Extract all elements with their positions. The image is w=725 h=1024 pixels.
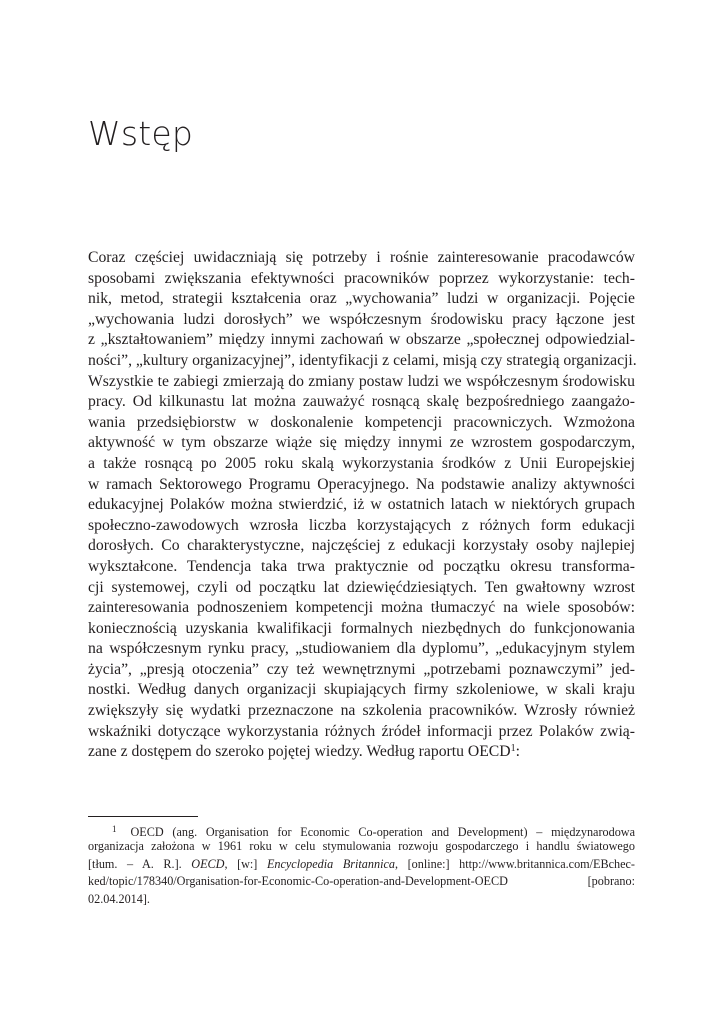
footnote-text: OECD (ang. Organisation for Economic Co-operation and Development) – międzynarodowa: [130, 825, 635, 839]
footnote-text: [tłum. – A. R.].: [88, 856, 192, 871]
text-line: nostki. Według danych organizacji skupiających firmy szkoleniowe, w skali kraju: [88, 681, 635, 699]
text-line: ności”, „kultury organizacyjnej”, identyfikacji z celami, misją czy strategią organizacji.: [88, 351, 637, 369]
text-line: w ramach Sektorowego Programu Operacyjnego. Na podstawie analizy aktywności: [88, 475, 635, 493]
footnote-line: [88, 821, 635, 838]
body-paragraph: [88, 248, 635, 763]
text-line: Coraz częściej uwidaczniają się potrzeby i rośnie zainteresowanie pracodawców: [88, 249, 635, 266]
text-line-suffix: :: [515, 743, 520, 761]
text-line: sposobami zwiększania efektywności pracowników poprzez wykorzystanie: tech-: [88, 269, 635, 287]
footnote: [88, 821, 635, 908]
text-line: na współczesnym rynku pracy, „studiowaniem dla dyplomu”, „edukacyjnym stylem: [88, 640, 635, 658]
text-line: cji systemowej, czyli od początku lat dziewięćdziesiątych. Ten gwałtowny wzrost: [88, 578, 635, 596]
text-line: nik, metod, strategii kształcenia oraz „wychowania” ludzi w organizacji. Pojęcie: [88, 290, 635, 308]
text-line: społeczno-zawodowych wzrosła liczba korzystających z różnych form edukacji: [88, 516, 635, 534]
footnote-number: 1: [112, 824, 117, 834]
footnote-divider: [88, 816, 198, 817]
footnote-line: ked/topic/178340/Organisation-for-Economic-Co-operation-and-Development-OECD [pobrano:: [88, 874, 635, 889]
chapter-heading: Wstęp: [88, 114, 194, 153]
footnote-line: organizacja założona w 1961 roku w celu stymulowania rozwoju gospodarczego i handlu światowego: [88, 839, 635, 854]
text-line: życia”, „presją otoczenia” czy też wewnętrznymi „potrzebami poznawczymi” jed-: [88, 660, 635, 678]
text-line: zainteresowania podnoszeniem kompetencji można tłumaczyć na wiele sposobów:: [88, 599, 635, 617]
text-line: dorosłych. Co charakterystyczne, najczęściej z edukacji korzystały osoby najlepiej: [88, 537, 635, 555]
footnote-line: 02.04.2014].: [88, 891, 150, 906]
text-line: Wszystkie te zabiegi zmierzają do zmiany postaw ludzi we współczesnym środowisku: [88, 372, 635, 390]
text-line: edukacyjnej Polaków można stwierdzić, iż w ostatnich latach w niektórych grupach: [88, 496, 635, 514]
text-line: koniecznością uzyskania kwalifikacji formalnych niezbędnych do funkcjonowania: [88, 619, 635, 637]
footnote-reference[interactable]: 1: [510, 743, 516, 755]
text-line: wskaźniki dotyczące wykorzystania różnych źródeł informacji przez Polaków zwią-: [88, 722, 635, 740]
text-line: a także rosnącą po 2005 roku skalą wykorzystania środków z Unii Europejskiej: [88, 454, 635, 472]
footnote-link-text: , [online:] http://www.britannica.com/EBchec-: [394, 856, 635, 871]
text-line: zwiększyły się wydatki przeznaczone na szkolenia pracowników. Wzrosły również: [88, 702, 635, 720]
text-line: wania przedsiębiorstw w doskonalenie kompetencji pracowniczych. Wzmożona: [88, 413, 635, 431]
text-line: wykształcone. Tendencja taka trwa praktycznie od początku okresu transforma-: [88, 557, 635, 575]
text-line-last: [88, 742, 635, 763]
text-line: aktywność w tym obszarze wiąże się między innymi ze wzrostem gospodarczym,: [88, 434, 635, 452]
text-line: „wychowania ludzi dorosłych” we współczesnym środowisku pracy łączone jest: [88, 310, 635, 328]
text-line: z „kształtowaniem” między innymi zachowań w obszarze „społecznej odpowiedzial-: [88, 331, 635, 349]
text-line-content: zane z dostępem do szeroko pojętej wiedzy. Według raportu OECD: [88, 743, 511, 761]
text-line: pracy. Od kilkunastu lat można zauważyć rosnącą skalę bezpośredniego zaangażo-: [88, 393, 635, 411]
footnote-italic-title: OECD: [191, 856, 225, 871]
footnote-text: , [w:]: [224, 856, 267, 871]
footnote-line: [88, 856, 635, 873]
footnote-italic-source: Encyclopedia Britannica: [266, 856, 395, 871]
